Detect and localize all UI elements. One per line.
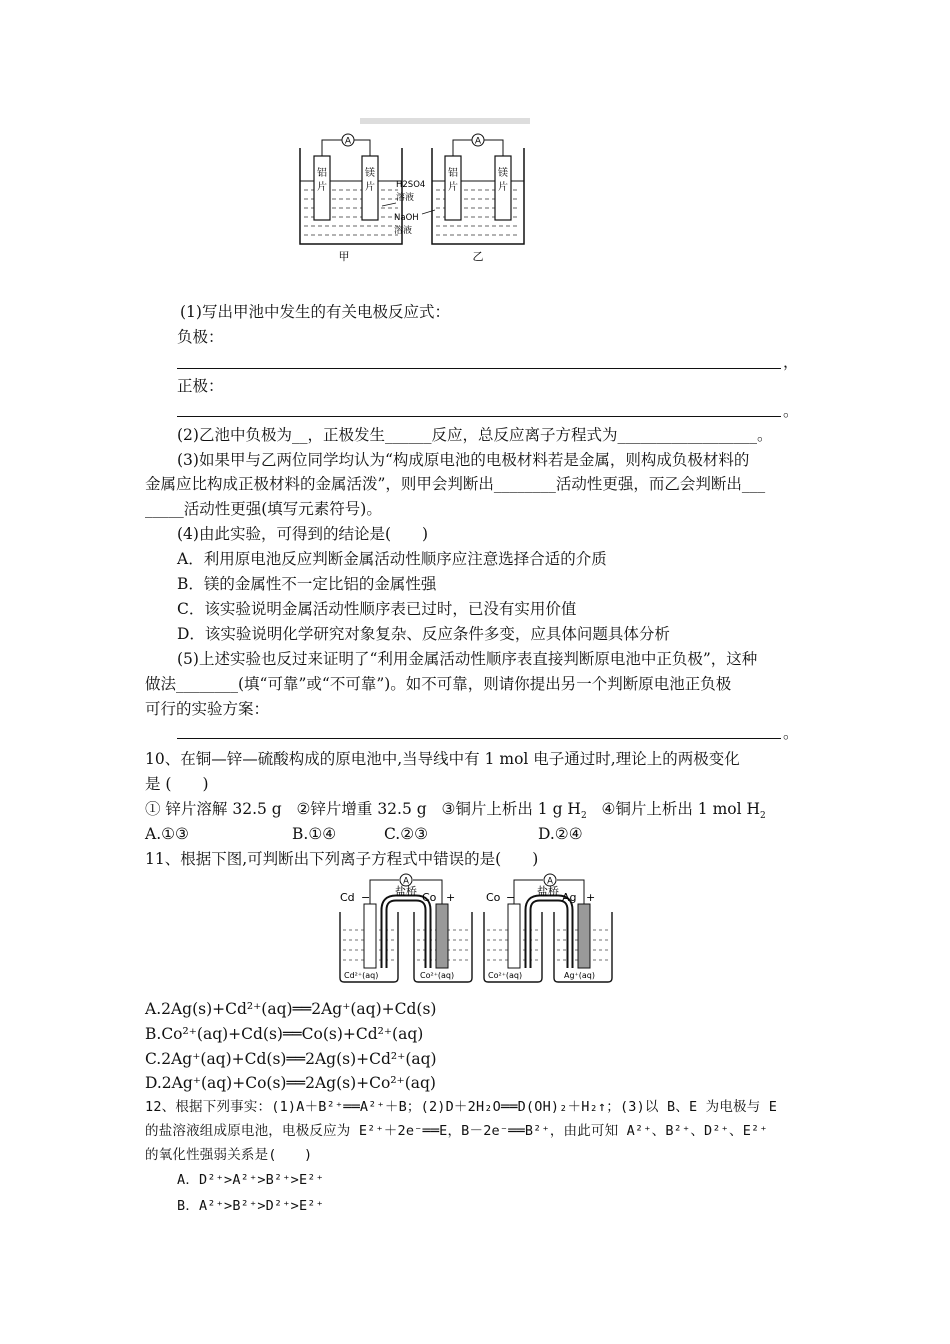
- right-cell-sign-1: −: [506, 891, 516, 904]
- q9-part4: (4)由此实验，可得到的结论是( ): [177, 525, 429, 543]
- q11-option-a: A.2Ag(s)+Cd²⁺(aq)══2Ag⁺(aq)+Cd(s): [145, 1000, 437, 1018]
- q10-item-3-sub: 2: [580, 811, 587, 822]
- beaker-jia: [300, 134, 402, 263]
- q10-item-4-sub: 2: [760, 811, 766, 822]
- right-cell-metal-1: Co: [486, 891, 501, 904]
- electrode-yi-left-2: 片: [448, 182, 458, 193]
- electrode-yi-left-1: 铝: [448, 168, 458, 179]
- cell-pair-right: [484, 874, 612, 982]
- q9-option-c: C．该实验说明金属活动性顺序表已过时，已没有实用价值: [177, 600, 577, 618]
- q12-line1: 12、根据下列事实：(1)A＋B²⁺══A²⁺＋B；(2)D＋2H₂O══D(OH)₂＋H₂↑；(3)以 B、E 为电极与 E: [145, 1099, 778, 1115]
- solution-jia-name: H2SO4: [396, 180, 426, 190]
- ammeter-label-yi: A: [474, 136, 482, 147]
- q9-positive-label: 正极：: [177, 377, 224, 395]
- q9-positive-end: 。: [783, 402, 799, 420]
- ammeter-left: A: [403, 876, 409, 887]
- q9-part1: (1)写出甲池中发生的有关电极反应式：: [180, 303, 450, 321]
- q12-option-a: A．D²⁺>A²⁺>B²⁺>E²⁺: [177, 1172, 324, 1188]
- q9-part5-end: 。: [783, 724, 799, 742]
- q9-part5-line2: 做法________(填“可靠”或“不可靠”)。如不可靠，则请你提出另一个判断原电池正负极: [145, 675, 732, 693]
- ammeter-label-jia: A: [344, 136, 352, 147]
- beaker-yi: [432, 134, 524, 263]
- q10-option-a: A.①③: [145, 825, 189, 843]
- q11-option-d: D.2Ag⁺(aq)+Co(s)══2Ag(s)+Co²⁺(aq): [145, 1074, 436, 1092]
- electrode-jia-left-1: 铝: [317, 168, 327, 179]
- solution-jia-word: 溶液: [396, 193, 415, 203]
- q9-part3-line2: 金属应比构成正极材料的金属活泼”，则甲会判断出________活动性更强，而乙会判断出___: [145, 475, 766, 493]
- q10-items: [145, 799, 766, 826]
- q9-negative-blank: [177, 368, 781, 369]
- right-cell-solution-2: Ag⁺(aq): [564, 971, 595, 980]
- fig-cells-jia-yi: [290, 118, 530, 266]
- q9-part3-line1: (3)如果甲与乙两位同学均认为“构成原电池的电极材料若是金属，则构成负极材料的: [177, 451, 750, 469]
- left-cell-metal-1: Cd: [340, 891, 355, 904]
- q11-stem: 11、根据下图,可判断出下列离子方程式中错误的是( ): [145, 850, 539, 868]
- q9-option-d: D．该实验说明化学研究对象复杂、反应条件多变，应具体问题具体分析: [177, 625, 670, 643]
- electrode-jia-right-1: 镁: [365, 168, 375, 179]
- electrode-jia-right-2: 片: [365, 182, 375, 193]
- electrode-jia-left-2: 片: [317, 182, 327, 193]
- q11-option-c: C.2Ag⁺(aq)+Cd(s)══2Ag(s)+Cd²⁺(aq): [145, 1050, 437, 1068]
- q9-part3-line3: _____活动性更强(填写元素符号)。: [145, 500, 382, 518]
- q9-option-a: A．利用原电池反应判断金属活动性顺序应注意选择合适的介质: [177, 550, 607, 568]
- q10-option-d: D.②④: [538, 825, 583, 843]
- left-cell-bridge-label: 盐桥: [395, 885, 417, 898]
- cell-pair-left: [340, 874, 472, 982]
- left-cell-sign-1: −: [361, 891, 371, 904]
- q10-item-3: ③铜片上析出 1 g H: [441, 800, 581, 818]
- right-cell-metal-2: Ag: [562, 891, 577, 904]
- label-jia: 甲: [338, 250, 350, 263]
- left-cell-metal-2: Co: [422, 891, 437, 904]
- q12-option-b: B．A²⁺>B²⁺>D²⁺>E²⁺: [177, 1198, 324, 1214]
- q9-negative-label: 负极：: [177, 328, 224, 346]
- q9-part2: (2)乙池中负极为__，正极发生______反应，总反应离子方程式为__________________。: [177, 426, 773, 444]
- q10-option-b: B.①④: [292, 825, 337, 843]
- left-cell-solution-2: Co²⁺(aq): [420, 971, 455, 980]
- solution-yi-name: NaOH: [394, 213, 419, 223]
- label-yi: 乙: [472, 250, 484, 263]
- right-cell-solution-1: Co²⁺(aq): [488, 971, 523, 980]
- q10-item-4: ④铜片上析出 1 mol H: [601, 800, 761, 818]
- right-cell-sign-2: +: [586, 891, 596, 904]
- q10-option-c: C.②③: [384, 825, 429, 843]
- q12-line3: 的氧化性强弱关系是( ): [145, 1147, 313, 1163]
- q11-option-b: B.Co²⁺(aq)+Cd(s)══Co(s)+Cd²⁺(aq): [145, 1025, 424, 1043]
- q12-line2: 的盐溶液组成原电池，电极反应为 E²⁺＋2e⁻══E，B－2e⁻══B²⁺，由此可知 A²⁺、B²⁺、D²⁺、E²⁺: [145, 1123, 768, 1139]
- q10-item-1: ① 锌片溶解 32.5 g: [145, 800, 282, 818]
- q9-negative-end: ，: [783, 353, 799, 371]
- left-cell-solution-1: Cd²⁺(aq): [344, 971, 379, 980]
- q9-positive-blank: [177, 416, 781, 417]
- fig-salt-bridge-cells: [336, 870, 616, 988]
- q9-part5-blank: [177, 738, 781, 739]
- q10-stem-line1: 10、在铜—锌—硫酸构成的原电池中,当导线中有 1 mol 电子通过时,理论上的两极变化: [145, 750, 740, 768]
- q9-part5-line1: (5)上述实验也反过来证明了“利用金属活动性顺序表直接判断原电池中正负极”，这种: [177, 650, 758, 668]
- electrode-yi-right-1: 镁: [498, 168, 508, 179]
- electrode-yi-right-2: 片: [498, 182, 508, 193]
- right-cell-bridge-label: 盐桥: [537, 885, 559, 898]
- left-cell-sign-2: +: [446, 891, 456, 904]
- q10-item-2: ②锌片增重 32.5 g: [296, 800, 427, 818]
- ammeter-right: A: [547, 876, 553, 887]
- q9-part5-line3: 可行的实验方案：: [145, 700, 270, 718]
- q9-option-b: B．镁的金属性不一定比铝的金属性强: [177, 575, 437, 593]
- solution-yi-word: 溶液: [394, 226, 413, 236]
- q10-stem-line2: 是 ( ): [145, 775, 209, 793]
